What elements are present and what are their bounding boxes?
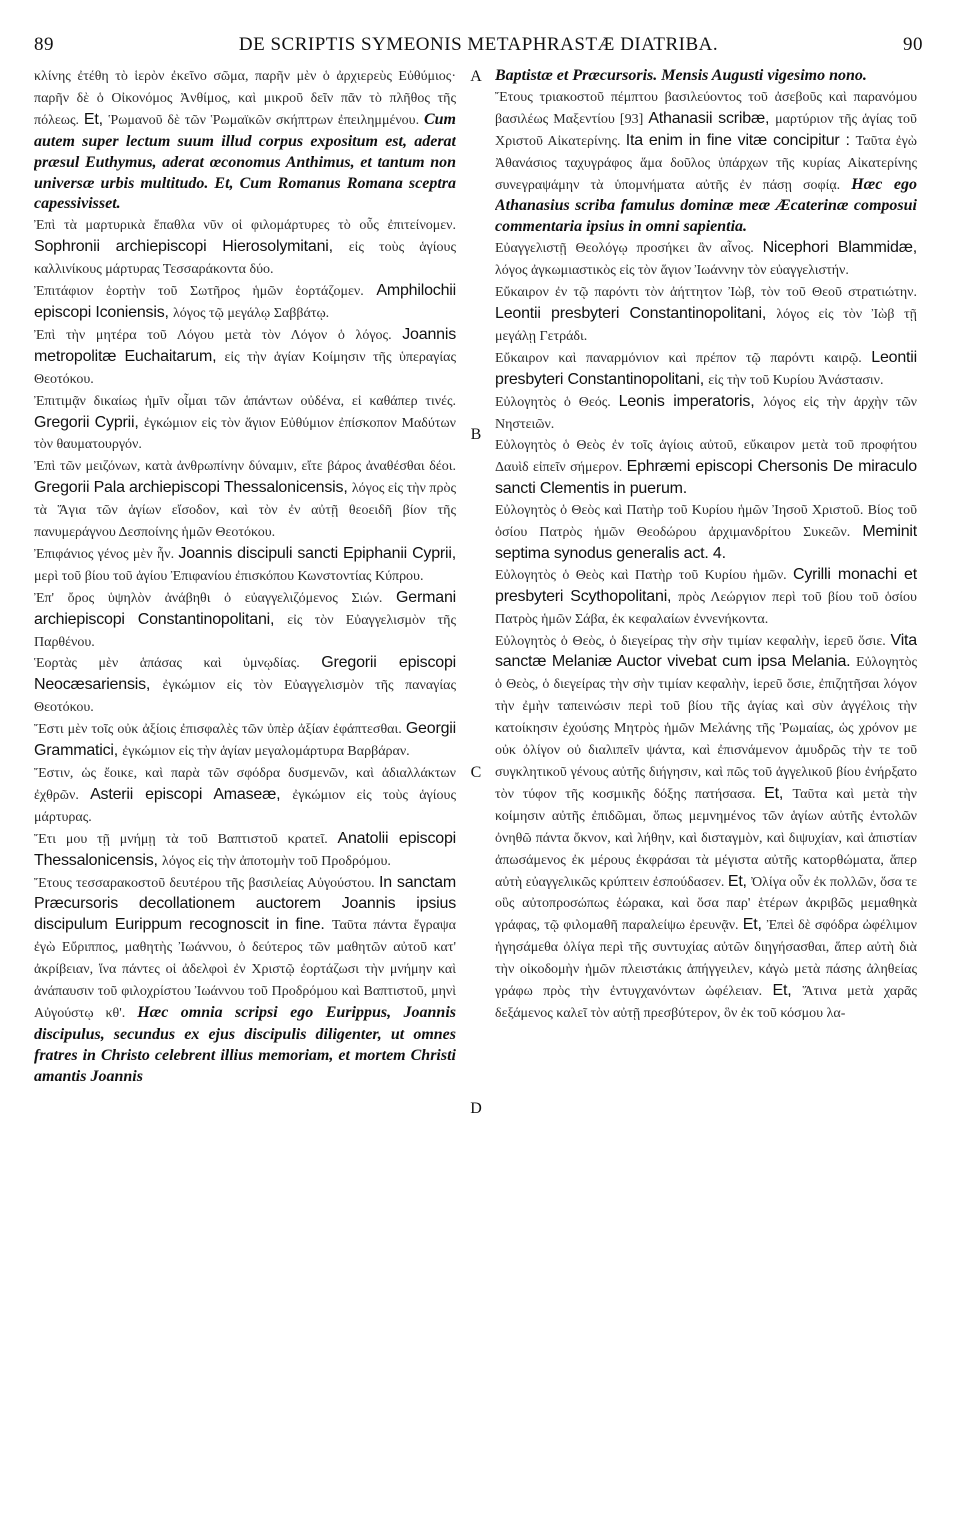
margin-letter-d: D (470, 1100, 482, 1117)
greek-incipit: Εὐλογητὸς ὁ Θεὸς, ὁ διεγείρας τὴν σὴν τιμίαν κεφαλὴν, ἱερεῦ ὅσιε. (495, 633, 891, 649)
greek-incipit: Εὐλογητὸς ὁ Θεὸς καὶ Πατὴρ τοῦ Κυρίου ἡμῶν Ἰησοῦ Χριστοῦ. Βίος τοῦ ὁσίου Πατρὸς ἡμῶν Θεοδώρου ἀρχιμανδρίτου Συκεῶν. (495, 503, 917, 541)
margin-letter-a: A (470, 68, 482, 85)
left-column (34, 66, 456, 1088)
catalog-entry (495, 282, 917, 348)
author-attribution: Et, (772, 982, 803, 1000)
latin-translation: Hæc omnia scripsi ego Eurippus, Joannis discipulus, secundus ex ejus discipulis diligenter, ut omnes fratres in Christo celebrent illius memoriam, et mortem Christi amantis Joannis (34, 1003, 456, 1085)
catalog-entry (495, 348, 917, 392)
catalog-entry (34, 391, 456, 457)
latin-translation: Cum autem super lectum suum illud corpus expositum est, aderat præsul Euthymus, aderat œconomus Anthimus, et tantum non universæ urbis multitudo. Et, Cum Romanus Romana sceptra capessivisset. (34, 110, 456, 213)
author-attribution: Ephræmi episcopi Chersonis De miraculo sancti Clementis in puerum. (495, 458, 917, 498)
author-attribution: Joannis discipuli sancti Epiphanii Cyprii, (178, 544, 456, 562)
greek-incipit: Ῥωμανοῦ δὲ τῶν Ῥωμαϊκῶν σκήπτρων ἐπειλημμένου. (108, 112, 424, 128)
greek-incipit: Εὐλογητὸς ὁ Θεὸς, ὁ διεγείρας τὴν σὴν τιμίαν κεφαλὴν, ἱερεῦ ὅσιε, ἐπιζητῆσαι λόγον τὴν ἐμὴν ταπεινώσιν περὶ τοῦ βίου τῆς ἁγίας καὶ σὺν ἀγγέλοις τὴν κατοίκησιν ἐχούσης Μητρὸς ἡμῶν Μελάνης τῆς Ῥωμαίας, ὡς χρόνον με οὐκ ὀλίγον οὐ διαλιπεῖν ψάντα, καὶ ἐπισνάμενον ἀμυδρῶς τὴν τε τοῦ συγκλητικοῦ γένους αὐτῆς διήγησιν, καὶ πῶς τοῦ ἀγγελικοῦ βίου ἐνήρξατο τὸν τύφον τῆς κοσμικῆς δόξης πατήσασα. (495, 655, 917, 802)
author-attribution: Cyrilli monachi et presbyteri Scythopolitani, (495, 565, 917, 605)
greek-incipit: μερὶ τοῦ βίου τοῦ ἁγίου Ἐπιφανίου ἐπισκόπου Κωνστοντίας Κύπρου. (34, 568, 424, 584)
margin-letter-c: C (470, 764, 482, 781)
greek-incipit: Ἅτινα μετὰ χαρᾶς δεξάμενος καλεῖ τὸν αὐτῇ πρεσβύτερον, ὃν ἐκ τοῦ κόσμου λα- (495, 984, 917, 1021)
greek-incipit: εἰς τοὺς ἁγίους καλλινίκους μάρτυρας Τεσσαράκοντα δύο. (34, 240, 456, 278)
catalog-entry (495, 87, 917, 238)
greek-incipit: Ἑορτὰς μὲν ἁπάσας καὶ ὑμνῳδίας. (34, 656, 322, 672)
catalog-entry (34, 873, 456, 1088)
catalog-entry (34, 325, 456, 391)
author-attribution: Asterii episcopi Amaseæ, (90, 785, 293, 803)
greek-incipit: λόγος εἰς τὴν ἀποτομὴν τοῦ Προδρόμου. (162, 853, 391, 869)
catalog-entry (34, 653, 456, 719)
catalog-entry (495, 565, 917, 631)
greek-incipit: λόγος ἀγκωμιαστικὸς εἰς τὸν ἅγιον Ἰωάννην τὸν εὐαγγελιστήν. (495, 263, 849, 279)
greek-incipit: Εὐαγγελιστῇ Θεολόγῳ προσήκει ἂν αἶνος. (495, 241, 763, 257)
author-attribution: Gregorii episcopi Neocæsariensis, (34, 654, 456, 694)
catalog-entry (34, 281, 456, 325)
catalog-entry (34, 588, 456, 654)
author-attribution: Leontii presbyteri Constantinopolitani, (495, 348, 917, 388)
greek-incipit: Ἐπιτιμᾷν δικαίως ἡμῖν οἶμαι τῶν ἁπάντων οὐδένα, εἰ καθάπερ τινές. (34, 393, 456, 409)
author-attribution: Athanasii scribæ, (648, 109, 776, 127)
author-attribution: Et, (764, 784, 793, 802)
catalog-entry (34, 829, 456, 873)
greek-incipit: ἐγκώμιον εἰς τοὺς ἁγίους μάρτυρας. (34, 787, 456, 825)
author-attribution: Germani archiepiscopi Constantinopolitani, (34, 588, 456, 628)
greek-incipit: Ταῦτα πάντα ἔγραψα ἐγὼ Εὔριππος, μαθητὴς Ἰωάννου, ὁ δεύτερος τῶν μαθητῶν αὐτοῦ κατ' ἀκρίβειαν, ἵνα πάντες οἱ ἀδελφοὶ ἐν Χριστῷ ἐορτάζωσι τὴν μνήμην καὶ ἀνάπαυσιν τοῦ φιλοχρίστου Ἰωάννου τοῦ Προδρόμου καὶ Βαπτιστοῦ, μηνὶ Αὐγούστῳ κθ'. (34, 918, 456, 1021)
greek-incipit: ἐγκώμιον εἰς τὴν ἁγίαν μεγαλομάρτυρα Βαρβάραν. (122, 744, 410, 760)
catalog-entry (495, 500, 917, 565)
author-attribution: Georgii Grammatici, (34, 720, 456, 760)
catalog-entry (495, 66, 917, 87)
greek-incipit: πρὸς Λεώργιον περὶ τοῦ βίου τοῦ ὁσίου Πατρὸς ἡμῶν Σάβα, ἐκ κεφαλαίων ἐννενήκοντα. (495, 589, 917, 627)
greek-incipit: εἰς τὸν Εὐαγγελισμὸν τῆς Παρθένου. (34, 612, 456, 650)
greek-incipit: Ἐπὶ τὴν μητέρα τοῦ Λόγου μετὰ τὸν Λόγον ὁ λόγος. (34, 327, 403, 343)
greek-incipit: Ἐπιτάφιον ἑορτὴν τοῦ Σωτῆρος ἡμῶν ἑορτάζομεν. (34, 284, 377, 300)
author-attribution: Gregorii Pala archiepiscopi Thessalonicensis, (34, 479, 352, 497)
greek-incipit: Εὔκαιρον ἐν τῷ παρόντι τὸν ἀήττητον Ἰὼβ, τὸν τοῦ Θεοῦ στρατιώτην. (495, 285, 917, 301)
greek-incipit: λόγος εἰς τὴν πρὸς τὰ Ἅγια τῶν ἁγίων εἴσοδον, καὶ τὸν ἐν αὐτῇ θεοειδῆ βίον τῆς πανυμεράγνου Δεσποίνης ἡμῶν Θεοτόκου. (34, 481, 456, 541)
author-attribution: Et, (742, 916, 767, 934)
author-attribution: Gregorii Cyprii, (34, 413, 144, 431)
greek-incipit: Ἔτους τριακοστοῦ πέμπτου βασιλεύοντος τοῦ ἀσεβοῦς καὶ παρανόμου βασιλέως Μαξεντίου [93] (495, 89, 917, 127)
latin-translation: Baptistæ et Præcursoris. Mensis Augusti vigesimo nono. (495, 67, 867, 84)
greek-incipit: Ἐπὶ τῶν μειζόνων, κατὰ ἀνθρωπίνην δύναμιν, εἴτε βάρος ἀναθέσθαι δέοι. (34, 459, 456, 475)
greek-incipit: Ταῦτα καὶ μετὰ τὴν κοίμησιν αὐτῆς ἐπιδῶμαι, ὅπως μεμνημένος τῶν ἁγίων αὐτῆς ἐντολῶν ὀνηθῶ πάντα ὄκνον, καὶ λήθην, καὶ δισταγμὸν, καὶ διψυχίαν, καὶ ἀπιστίαν ἀπωσάμενος ἐκ μέρους ἐκφράσαι τὰ μέγιστα αὐτῆς κατορθώματα, ἅπερ αὐτὴ εὐαγγελικῶς κρύπτειν ἐσπούδασεν. (495, 786, 917, 890)
catalog-entry (495, 435, 917, 500)
latin-translation: Hæc ego Athanasius scriba famulus dominæ meæ Æcaterinæ composui commentaria ipsius in omni sapientia. (495, 175, 917, 236)
greek-incipit: εἰς τὴν ἁγίαν Κοίμησιν τῆς ὑπεραγίας Θεοτόκου. (34, 349, 456, 387)
greek-incipit: Ὀλίγα οὖν ἐκ πολλῶν, ὅσα τε οὓς αὐτοπροσώπως ἑώρακα, καὶ ὅσα παρ' ἑτέρων ἀκριβῶς μεμαθηκὰ γράφας, τῷ φιλομαθῆ παραλείψω ἐρευνᾷν. (495, 874, 917, 934)
catalog-entry (34, 66, 456, 215)
author-attribution: Leontii presbyteri Constantinopolitani, (495, 304, 777, 322)
greek-incipit: Ἔστι μὲν τοῖς οὐκ ἀξίοις ἐπισφαλὲς τῶν ὑπὲρ ἀξίαν ἐφάπτεσθαι. (34, 722, 406, 738)
catalog-entry (495, 392, 917, 436)
page-number-left: 89 (34, 34, 54, 55)
greek-incipit: μαρτύριον τῆς ἁγίας τοῦ Χριστοῦ Αἰκατερίνης. (495, 111, 917, 149)
author-attribution: Nicephori Blammidæ, (762, 239, 917, 257)
author-attribution: Ita enim in fine vitæ concipitur : (625, 131, 856, 149)
greek-incipit: εἰς τὴν τοῦ Κυρίου Ἀνάστασιν. (708, 372, 884, 388)
author-attribution: Et, (727, 872, 752, 890)
author-attribution: Joannis metropolitæ Euchaitarum, (34, 325, 456, 365)
greek-incipit: λόγος εἰς τὴν ἀρχὴν τῶν Νηστειῶν. (495, 394, 917, 432)
author-attribution: Meminit septima synodus generalis act. 4. (495, 523, 917, 562)
greek-incipit: λόγος εἰς τὸν Ἰὼβ τῇ μεγάλῃ Γετράδι. (495, 306, 917, 344)
greek-incipit: Ἐπ' ὄρος ὑψηλὸν ἀνάβηθι ὁ εὐαγγελιζόμενος Σιών. (34, 590, 397, 606)
greek-incipit: κλίνης ἐτέθη τὸ ἱερὸν ἐκεῖνο σῶμα, παρῆν μὲν ὁ ἀρχιερεὺς Εὐθύμιος· παρῆν δὲ ὁ Οἰκονόμος Ἀνθίμος, καὶ μικροῦ δεῖν πᾶν τὸ πλῆθος τῆς πόλεως. (34, 69, 456, 128)
margin-letter-b: B (470, 426, 482, 443)
author-attribution: Vita sanctæ Melaniæ Auctor vivebat cum ipsa Melania. (495, 631, 917, 671)
greek-incipit: Ἔτους τεσσαρακοστοῦ δευτέρου τῆς βασιλείας Αὐγούστου. (34, 875, 379, 891)
author-attribution: In sanctam Præcursoris decollationem auctorem Joannis ipsius discipulum Eurippum recognoscit in fine. (34, 873, 456, 934)
author-attribution: Et, (83, 110, 109, 128)
catalog-entry (495, 631, 917, 1025)
author-attribution: Anatolii episcopi Thessalonicensis, (34, 829, 456, 869)
greek-incipit: Ἔστιν, ὡς ἔοικε, καὶ παρὰ τῶν σφόδρα δυσμενῶν, καὶ ἀδιαλλάκτων ἐχθρῶν. (34, 766, 456, 803)
greek-incipit: Εὔκαιρον καὶ παναρμόνιον καὶ πρέπον τῷ παρόντι καιρῷ. (495, 350, 872, 366)
catalog-entry (34, 763, 456, 829)
greek-incipit: ἐγκώμιον εἰς τὸν ἅγιον Εὐθύμιον ἐπίσκοπον Μαδύτων τὸν θαυματουργόν. (34, 415, 456, 453)
author-attribution: Amphilochii episcopi Iconiensis, (34, 282, 456, 321)
catalog-entry (34, 719, 456, 763)
greek-incipit: Εὐλογητὸς ὁ Θεὸς ἐν τοῖς ἁγίοις αὐτοῦ, εὔκαιρον μετὰ τοῦ προφήτου Δαυὶδ εἰπεῖν σήμερον. (495, 438, 917, 476)
greek-incipit: Ἐπιφάνιος γένος μὲν ἦν. (34, 546, 179, 562)
greek-incipit: λόγος τῷ μεγάλῳ Σαββάτῳ. (173, 305, 330, 321)
catalog-entry (34, 544, 456, 588)
greek-incipit: Ἔτι μου τῇ μνήμῃ τὰ τοῦ Βαπτιστοῦ κρατεῖ. (34, 831, 338, 847)
catalog-entry (34, 215, 456, 281)
greek-incipit: Εὐλογητὸς ὁ Θεὸς καὶ Πατὴρ τοῦ Κυρίου ἡμῶν. (495, 567, 794, 583)
catalog-entry (34, 456, 456, 544)
catalog-entry (495, 238, 917, 282)
greek-incipit: Εὐλογητὸς ὁ Θεός. (495, 394, 619, 410)
author-attribution: Sophronii archiepiscopi Hierosolymitani, (34, 238, 349, 256)
running-title: DE SCRIPTIS SYMEONIS METAPHRASTÆ DIATRIBA. (238, 34, 719, 55)
right-column (495, 66, 917, 1025)
running-header (34, 34, 923, 64)
greek-incipit: Ἐπεὶ δὲ σφόδρα ὠφέλιμον ἡγησάμεθα ὀλίγα περὶ τῆς συντυχίας αὐτῶν διηγήσασθαι, ἅπερ αὐτὴ διὰ τὴν οἰκοδομὴν ἡμῶν πλειστάκις ἀπήγγειλεν, κἀγὼ μετὰ πάσης ἀληθείας γράφω πρὸς τὴν ἐντυγχανόντων ὠφέλειαν. (495, 918, 917, 1000)
greek-incipit: Ἐπὶ τὰ μαρτυρικὰ ἔπαθλα νῦν οἱ φιλομάρτυρες τὸ οὖς ἐπιτείνομεν. (34, 218, 456, 234)
author-attribution: Leonis imperatoris, (618, 392, 764, 410)
greek-incipit: Ταῦτα ἐγὼ Ἀθανάσιος ταχυγράφος ἅμα δοῦλος ὑπάρχων τῆς κυρίας Αἰκατερίνης συνεγραψάμην τὰ ὑπομνήματα αὐτῆς ἐν πάσῃ σοφίᾳ. (495, 133, 917, 193)
greek-incipit: ἐγκώμιον εἰς τὸν Εὐαγγελισμὸν τῆς παναγίας Θεοτόκου. (34, 678, 456, 716)
page-number-right: 90 (903, 34, 923, 55)
